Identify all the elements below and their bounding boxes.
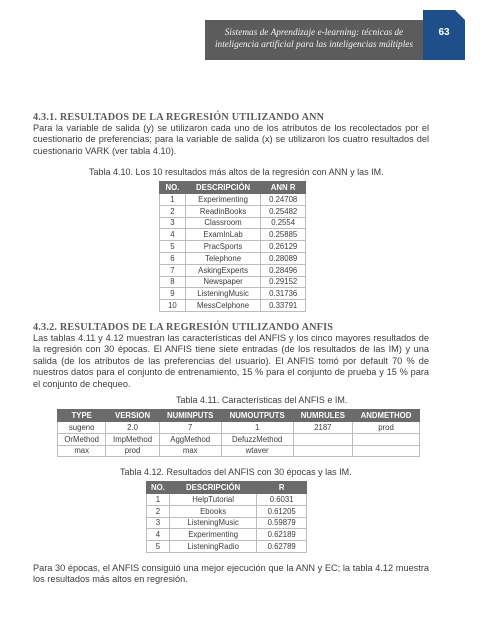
table-row — [160, 217, 306, 229]
table-cell: 0.62789 — [257, 541, 307, 553]
table-cell: Newspaper — [185, 276, 261, 288]
table-cell: ExamInLab — [185, 229, 261, 241]
table-cell: 4 — [160, 229, 186, 241]
column-header: NO. — [160, 182, 186, 194]
table-4-10 — [159, 181, 306, 312]
page-number-box — [423, 10, 465, 60]
table-row — [160, 288, 306, 300]
table-cell: 0.25885 — [261, 229, 306, 241]
table-cell — [353, 445, 420, 457]
table-4-11-caption: Tabla 4.11. Características del ANFIS e IM. — [176, 395, 348, 405]
column-header: ANDMETHOD — [353, 410, 420, 422]
table-cell: AggMethod — [159, 433, 221, 445]
column-header: ANN R — [261, 182, 306, 194]
table-cell: 9 — [160, 288, 186, 300]
table-cell: 0.28496 — [261, 264, 306, 276]
table-cell: 1 — [160, 194, 186, 206]
table-cell: 3 — [147, 517, 170, 529]
table-cell: 6 — [160, 252, 186, 264]
table-cell: ListeningRadio — [169, 541, 256, 553]
table-row — [147, 494, 307, 506]
table-row — [160, 241, 306, 253]
column-header: VERSION — [106, 410, 159, 422]
table-row — [160, 229, 306, 241]
paragraph-ann: Para la variable de salida (y) se utilizaron cada uno de los atributos de los recolectados por el cuestionario de preferencias; para la variable de salida (x) se utilizaron los cuatro resultados del cuestionario VARK (ver tabla 4.10). — [33, 123, 429, 156]
table-header-row — [160, 182, 306, 194]
closing-paragraph: Para 30 épocas, el ANFIS consiguió una mejor ejecución que la ANN y EC; la tabla 4.12 muestra los resultados más altos en regresión. — [33, 563, 429, 585]
column-header: NUMRULES — [293, 410, 352, 422]
table-cell: 7 — [160, 264, 186, 276]
table-cell: sugeno — [58, 422, 106, 434]
table-row — [160, 252, 306, 264]
table-cell: AskingExperts — [185, 264, 261, 276]
table-cell: 2 — [147, 505, 170, 517]
table-cell: 2 — [160, 205, 186, 217]
running-title-banner — [205, 20, 423, 60]
running-title-line2: inteligencia artificial para las inteligencias múltiples — [214, 40, 414, 50]
table-cell: MessCelphone — [185, 300, 261, 312]
table-cell: HelpTutorial — [169, 494, 256, 506]
table-cell: 0.26129 — [261, 241, 306, 253]
table-row — [58, 445, 420, 457]
table-cell: 3 — [160, 217, 186, 229]
table-4-12-caption: Tabla 4.12. Resultados del ANFIS con 30 épocas y las IM. — [120, 467, 352, 477]
table-row — [160, 264, 306, 276]
page-header — [0, 0, 480, 64]
table-cell — [293, 445, 352, 457]
table-cell: 0.29152 — [261, 276, 306, 288]
table-cell: prod — [353, 422, 420, 434]
table-cell: 5 — [160, 241, 186, 253]
table-cell — [293, 433, 352, 445]
table-cell: ReadinBooks — [185, 205, 261, 217]
table-cell: OrMethod — [58, 433, 106, 445]
table-cell: 0.61205 — [257, 505, 307, 517]
table-cell: 0.6031 — [257, 494, 307, 506]
table-cell: 5 — [147, 541, 170, 553]
table-cell: 0.62189 — [257, 529, 307, 541]
table-cell: 0.59879 — [257, 517, 307, 529]
table-4-11 — [57, 409, 420, 457]
table-cell: DefuzzMethod — [221, 433, 293, 445]
page-fold-corner — [455, 10, 465, 20]
table-cell: 1 — [221, 422, 293, 434]
table-cell: 0.31736 — [261, 288, 306, 300]
section-heading-anfis: 4.3.2. RESULTADOS DE LA REGRESIÓN UTILIZANDO ANFIS — [33, 322, 334, 333]
section-heading-ann: 4.3.1. RESULTADOS DE LA REGRESIÓN UTILIZANDO ANN — [33, 112, 325, 123]
table-cell: Ebooks — [169, 505, 256, 517]
table-cell: Experimenting — [185, 194, 261, 206]
table-cell: Telephone — [185, 252, 261, 264]
table-row — [160, 300, 306, 312]
table-cell: 0.24708 — [261, 194, 306, 206]
table-row — [160, 205, 306, 217]
table-cell: 2.0 — [106, 422, 159, 434]
table-cell: 0.28089 — [261, 252, 306, 264]
table-cell: 10 — [160, 300, 186, 312]
table-cell: 7 — [159, 422, 221, 434]
table-cell: 1 — [147, 494, 170, 506]
table-row — [58, 433, 420, 445]
table-cell: max — [159, 445, 221, 457]
table-row — [147, 517, 307, 529]
column-header: NUMOUTPUTS — [221, 410, 293, 422]
table-cell: 4 — [147, 529, 170, 541]
table-cell: Experimenting — [169, 529, 256, 541]
table-header-row — [147, 482, 307, 494]
table-row — [147, 529, 307, 541]
column-header: DESCRIPCIÓN — [169, 482, 256, 494]
running-title-line1: Sistemas de Aprendizaje e-learning: técnicas de — [224, 28, 404, 38]
table-cell: max — [58, 445, 106, 457]
table-cell: 8 — [160, 276, 186, 288]
table-cell: ListeningMusic — [169, 517, 256, 529]
page-number: 63 — [438, 27, 450, 38]
table-cell: ImpMethod — [106, 433, 159, 445]
column-header: TYPE — [58, 410, 106, 422]
column-header: R — [257, 482, 307, 494]
table-4-10-caption: Tabla 4.10. Los 10 resultados más altos de la regresión con ANN y las IM. — [89, 167, 384, 177]
table-cell: 0.25482 — [261, 205, 306, 217]
table-header-row — [58, 410, 420, 422]
table-cell: Classroom — [185, 217, 261, 229]
table-cell: 2187 — [293, 422, 352, 434]
column-header: NUMINPUTS — [159, 410, 221, 422]
table-cell: wtaver — [221, 445, 293, 457]
table-row — [58, 422, 420, 434]
column-header: NO. — [147, 482, 170, 494]
table-cell — [353, 433, 420, 445]
table-cell: 0.33791 — [261, 300, 306, 312]
table-4-12 — [146, 481, 307, 553]
table-cell: ListeningMusic — [185, 288, 261, 300]
table-cell: prod — [106, 445, 159, 457]
table-row — [160, 194, 306, 206]
table-cell: PracSports — [185, 241, 261, 253]
table-row — [160, 276, 306, 288]
column-header: DESCRIPCIÓN — [185, 182, 261, 194]
paragraph-anfis: Las tablas 4.11 y 4.12 muestran las características del ANFIS y los cinco mayores resultados de la regresión con 30 épocas. El ANFIS tiene siete entradas (de los resultados de las IM) y una salida (de los atributos de las preferencias del usuario). El ANFIS tomó por default 70 % de nuestros datos para el conjunto de entrenamiento, 15 % para el conjunto de prueba y 15 % para el conjunto de chequeo. — [33, 333, 429, 389]
table-cell: 0.2554 — [261, 217, 306, 229]
table-row — [147, 505, 307, 517]
table-row — [147, 541, 307, 553]
